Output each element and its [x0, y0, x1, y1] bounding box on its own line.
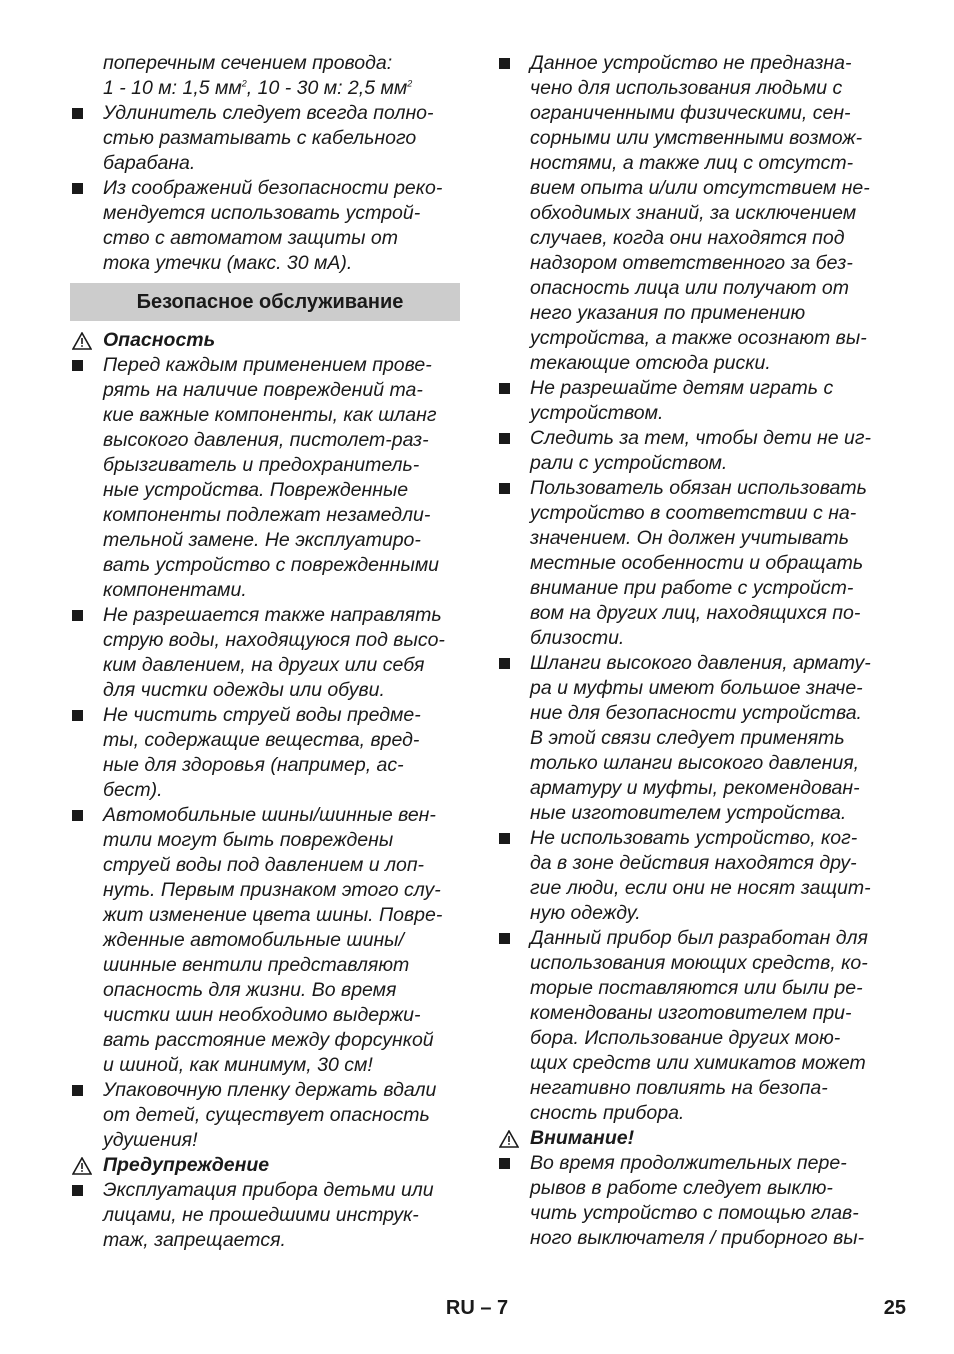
- text-line: высокого давления, пистолет-раз-: [103, 429, 429, 451]
- caution-label: Внимание!: [497, 1126, 889, 1151]
- text-line: опасность лица или получают от: [530, 277, 850, 299]
- text-line: жит изменение цвета шины. Повре-: [103, 904, 443, 926]
- text-line: Не чистить струей воды предме-: [103, 704, 421, 726]
- text-line: компоненты подлежат незамедли-: [103, 504, 431, 526]
- text-line: рали с устройством.: [530, 452, 728, 474]
- bullet-item: [497, 926, 889, 1126]
- text-line: ные устройства. Поврежденные: [103, 479, 409, 501]
- square-bullet-icon: [499, 433, 510, 444]
- text-line: использования моющих средств, ко-: [530, 952, 868, 974]
- text-line: бест).: [103, 779, 163, 801]
- bullet-item: [497, 826, 889, 926]
- text-line: арматуру и муфты, рекомендован-: [530, 777, 860, 799]
- bullet-item: [70, 603, 460, 703]
- warning-label: Предупреждение: [70, 1153, 460, 1178]
- left-column: [70, 51, 460, 1253]
- square-bullet-icon: [72, 183, 83, 194]
- text-line: близости.: [530, 627, 625, 649]
- text-line: от детей, существует опасность: [103, 1104, 430, 1126]
- page-number: 25: [883, 1297, 906, 1319]
- text-line: тока утечки (макс. 30 мА).: [103, 252, 353, 274]
- text-line: устройством.: [530, 402, 664, 424]
- text-line: Перед каждым применением прове-: [103, 354, 432, 376]
- bullet-item: [497, 1151, 889, 1251]
- text-line: ную одежду.: [530, 902, 641, 924]
- text-line: для чистки одежды или обуви.: [103, 679, 385, 701]
- text-line: чистки шин необходимо выдержи-: [103, 1004, 421, 1026]
- text-line: ного выключателя / приборного вы-: [530, 1227, 865, 1249]
- square-bullet-icon: [72, 710, 83, 721]
- text-line: Не использовать устройство, ког-: [530, 827, 858, 849]
- text-line: мендуется использовать устрой-: [103, 202, 421, 224]
- text-line: внимание при работе с устройст-: [530, 577, 854, 599]
- bullet-item: [497, 51, 889, 376]
- square-bullet-icon: [499, 658, 510, 669]
- text-line: брызгиватель и предохранитель-: [103, 454, 420, 476]
- text-line: тельной замене. Не эксплуатиро-: [103, 529, 421, 551]
- text-line: случаев, когда они находятся под: [530, 227, 845, 249]
- square-bullet-icon: [499, 383, 510, 394]
- text-line: ние для безопасности устройства.: [530, 702, 862, 724]
- text-line: Во время продолжительных пере-: [530, 1152, 847, 1174]
- bullet-item: [70, 1178, 460, 1253]
- text-line: значением. Он должен учитывать: [530, 527, 849, 549]
- text-line: Данное устройство не предназна-: [530, 52, 852, 74]
- square-bullet-icon: [72, 610, 83, 621]
- text-line: надзором ответственного за без-: [530, 252, 853, 274]
- text-line: нуть. Первым признаком этого слу-: [103, 879, 441, 901]
- bullet-item: [497, 651, 889, 826]
- text-line: барабана.: [103, 152, 196, 174]
- text-line: обходимых знаний, за исключением: [530, 202, 857, 224]
- text-line: щих средств или химикатов может: [530, 1052, 866, 1074]
- warning-triangle-icon: [499, 1130, 519, 1148]
- footer-section-label: RU – 7: [445, 1297, 509, 1319]
- bullet-item: [70, 703, 460, 803]
- text-line: комендованы изготовителем при-: [530, 1002, 852, 1024]
- text-line: ра и муфты имеют большое значе-: [530, 677, 863, 699]
- section-heading: Безопасное обслуживание: [70, 283, 460, 321]
- text-line: гие люди, если они не носят защит-: [530, 877, 871, 899]
- text-line: ограниченными физическими, сен-: [530, 102, 851, 124]
- text-line: таж, запрещается.: [103, 1229, 286, 1251]
- square-bullet-icon: [499, 483, 510, 494]
- text-line: него указания по применению: [530, 302, 806, 324]
- text-line: Следить за тем, чтобы дети не иг-: [530, 427, 871, 449]
- text-line: сорными или умственными возмож-: [530, 127, 863, 149]
- text-line: лицами, не прошедшими инструк-: [103, 1204, 419, 1226]
- square-bullet-icon: [499, 833, 510, 844]
- text-line: вать устройство с поврежденными: [103, 554, 440, 576]
- square-bullet-icon: [72, 1085, 83, 1096]
- text-line: струей воды под давлением и лоп-: [103, 854, 425, 876]
- bullet-item: [497, 476, 889, 651]
- text-line: только шланги высокого давления,: [530, 752, 860, 774]
- text-line: Из соображений безопасности реко-: [103, 177, 443, 199]
- bullet-item: [70, 1078, 460, 1153]
- text-line: устройства, а также осознают вы-: [530, 327, 867, 349]
- text-line: шинные вентили представляют: [103, 954, 410, 976]
- text-line: Удлинитель следует всегда полно-: [103, 102, 434, 124]
- intro-line-sizes: 1 - 10 м: 1,5 $мм^2$, 10 - 30 м: 2,5 $мм^2$: [103, 77, 413, 99]
- text-line: рять на наличие повреждений та-: [103, 379, 423, 401]
- square-bullet-icon: [72, 360, 83, 371]
- text-line: и шиной, как минимум, 30 см!: [103, 1054, 373, 1076]
- text-line: ностями, а также лиц с отсутст-: [530, 152, 854, 174]
- text-line: стью разматывать с кабельного: [103, 127, 417, 149]
- text-line: вием опыта и/или отсутствием не-: [530, 177, 870, 199]
- text-line: В этой связи следует применять: [530, 727, 845, 749]
- text-line: ные изготовителем устройства.: [530, 802, 847, 824]
- text-line: Не разрешайте детям играть с: [530, 377, 834, 399]
- text-line: Упаковочную пленку держать вдали: [103, 1079, 437, 1101]
- text-line: торые поставляются или были ре-: [530, 977, 863, 999]
- text-line: Шланги высокого давления, армату-: [530, 652, 871, 674]
- text-line: компонентами.: [103, 579, 247, 601]
- text-line: да в зоне действия находятся дру-: [530, 852, 857, 874]
- text-line: Эксплуатация прибора детьми или: [103, 1179, 434, 1201]
- bullet-item: [70, 353, 460, 603]
- warning-triangle-icon: [72, 332, 92, 350]
- text-line: жденные автомобильные шины/: [103, 929, 404, 951]
- text-line: Автомобильные шины/шинные вен-: [103, 804, 436, 826]
- text-line: рывов в работе следует выклю-: [530, 1177, 833, 1199]
- square-bullet-icon: [72, 108, 83, 119]
- text-line: струю воды, находящуюся под высо-: [103, 629, 445, 651]
- square-bullet-icon: [72, 1185, 83, 1196]
- danger-label: Опасность: [70, 328, 460, 353]
- text-line: вом на других лиц, находящихся по-: [530, 602, 861, 624]
- bullet-item: [497, 426, 889, 476]
- text-line: ство с автоматом защиты от: [103, 227, 398, 249]
- text-line: Данный прибор был разработан для: [530, 927, 868, 949]
- text-line: негативно повлиять на безопа-: [530, 1077, 828, 1099]
- right-column: [497, 51, 889, 1251]
- text-line: тили могут быть повреждены: [103, 829, 394, 851]
- square-bullet-icon: [72, 810, 83, 821]
- text-line: бора. Использование других мою-: [530, 1027, 841, 1049]
- square-bullet-icon: [499, 933, 510, 944]
- text-line: ким давлением, на других или себя: [103, 654, 425, 676]
- text-line: удушения!: [103, 1129, 198, 1151]
- text-line: местные особенности и обращать: [530, 552, 864, 574]
- text-line: опасность для жизни. Во время: [103, 979, 397, 1001]
- bullet-item: [70, 101, 460, 176]
- text-line: устройство в соответствии с на-: [530, 502, 857, 524]
- text-line: текающие отсюда риски.: [530, 352, 771, 374]
- square-bullet-icon: [499, 58, 510, 69]
- text-line: чено для использования людьми с: [530, 77, 843, 99]
- text-line: сность прибора.: [530, 1102, 685, 1124]
- text-line: ные для здоровья (например, ас-: [103, 754, 404, 776]
- text-line: Пользователь обязан использовать: [530, 477, 867, 499]
- text-line: Не разрешается также направлять: [103, 604, 442, 626]
- intro-line: поперечным сечением провода:: [103, 52, 393, 74]
- bullet-item: [70, 176, 460, 276]
- bullet-item: [497, 376, 889, 426]
- text-line: чить устройство с помощью глав-: [530, 1202, 859, 1224]
- square-bullet-icon: [499, 1158, 510, 1169]
- bullet-item: [70, 803, 460, 1078]
- text-line: вать расстояние между форсункой: [103, 1029, 434, 1051]
- text-line: кие важные компоненты, как шланг: [103, 404, 437, 426]
- warning-triangle-icon: [72, 1157, 92, 1175]
- text-line: ты, содержащие вещества, вред-: [103, 729, 420, 751]
